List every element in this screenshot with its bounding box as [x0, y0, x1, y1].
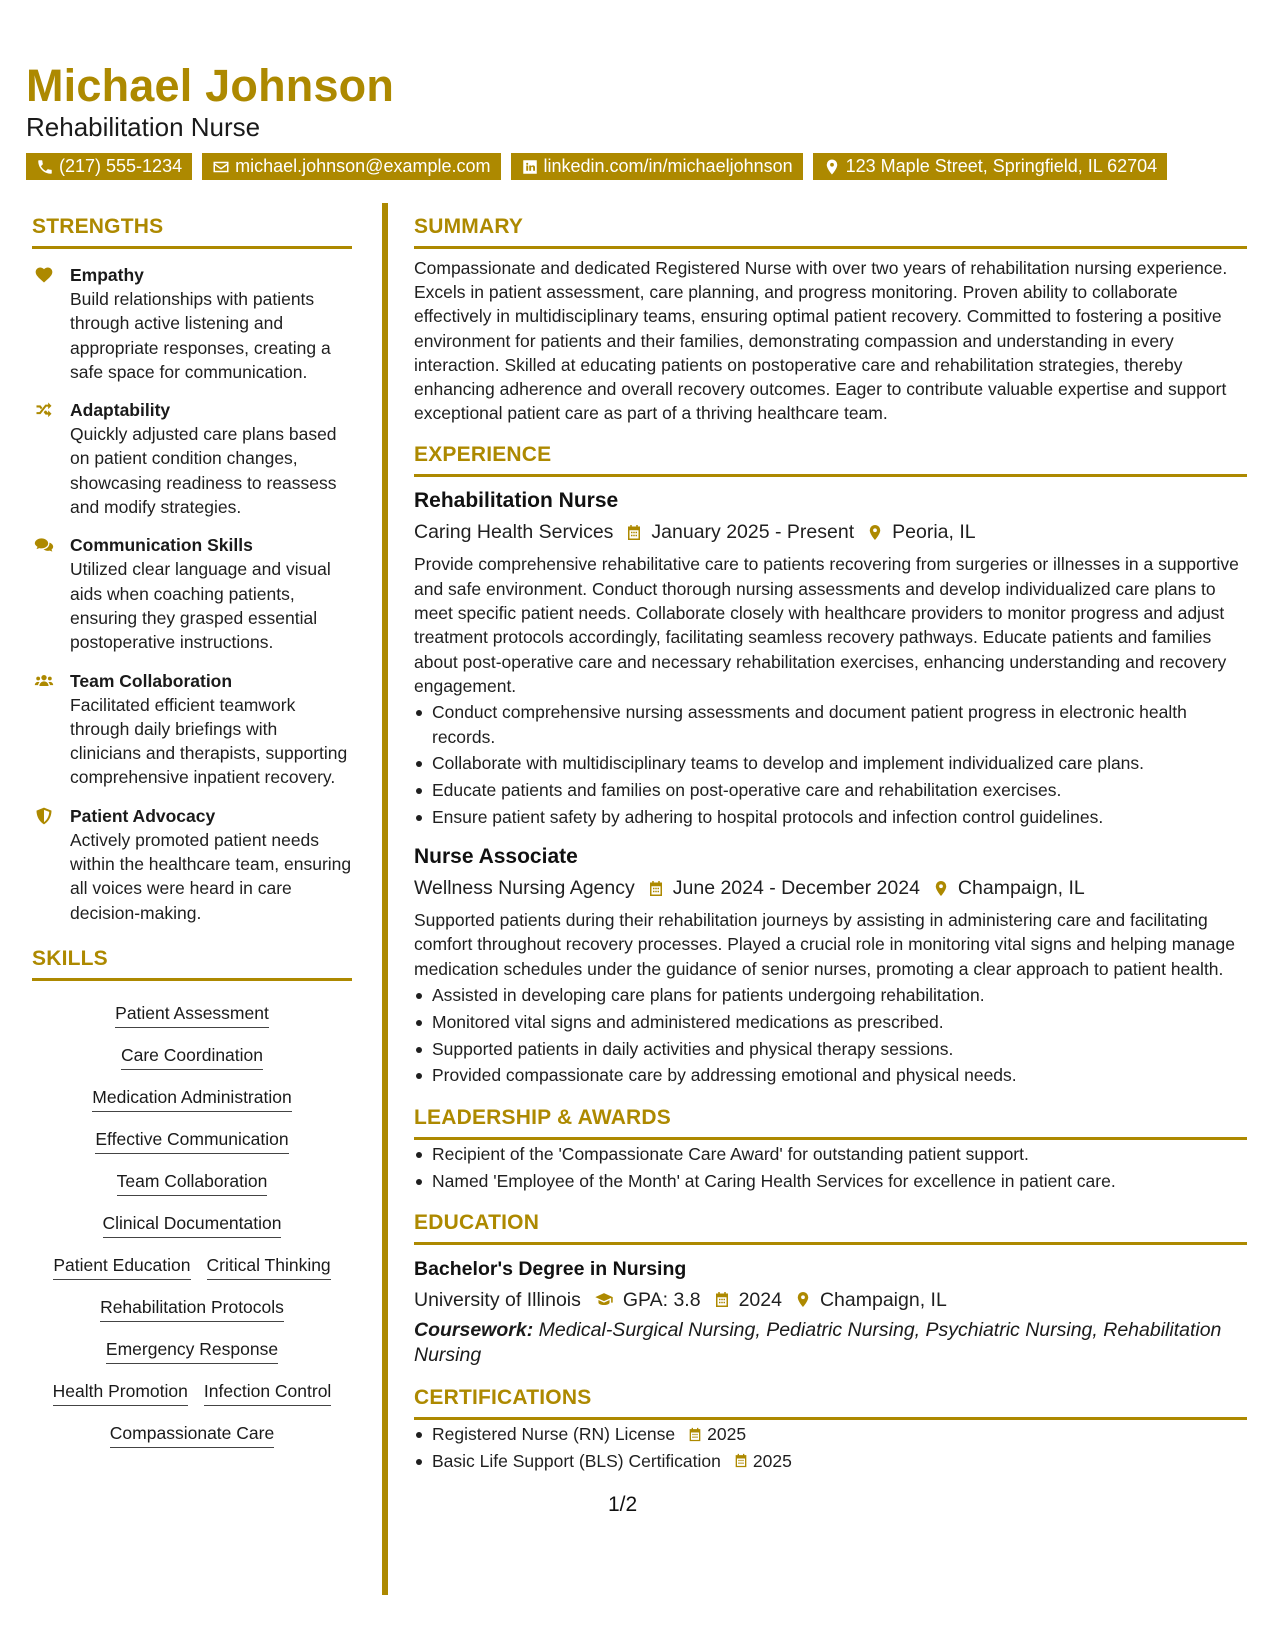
calendar-icon [647, 879, 665, 898]
strength-name: Communication Skills [70, 535, 253, 556]
experience-section [414, 443, 1247, 1087]
awards-heading: LEADERSHIP & AWARDS [414, 1106, 1247, 1140]
contact-bar [26, 153, 1167, 180]
education-gpa: GPA: 3.8 [622, 1288, 701, 1311]
job-role: Rehabilitation Nurse [414, 489, 619, 513]
strength-desc: Actively promoted patient needs within the healthcare team, ensuring all voices were heard in care decision-making. [70, 829, 352, 923]
skills-section [32, 947, 352, 1448]
skill-tag: Patient Education [53, 1253, 190, 1280]
strength-desc: Utilized clear language and visual aids when coaching patients, ensuring they grasped essential postoperative instructions. [70, 559, 331, 653]
candidate-name: Michael Johnson [26, 60, 395, 111]
map-pin-icon [823, 158, 841, 176]
strength-name: Team Collaboration [70, 670, 233, 691]
job-location: Peoria, IL [892, 521, 976, 544]
strength-item [32, 669, 352, 790]
shield-icon [34, 806, 54, 826]
skill-tag: Care Coordination [121, 1043, 263, 1070]
calendar-icon [733, 1452, 749, 1469]
skill-tag: Patient Assessment [115, 1001, 269, 1028]
left-column [32, 215, 352, 1448]
list-item: Educate patients and families on post-operative care and rehabilitation exercises. [414, 778, 1247, 802]
strength-desc: Build relationships with patients through active listening and appropriate responses, creating a safe space for communication. [70, 289, 331, 382]
right-column [414, 215, 1247, 1475]
job-entry [414, 487, 1247, 829]
strength-item [32, 398, 352, 519]
education-location: Champaign, IL [819, 1288, 947, 1311]
education-heading: EDUCATION [414, 1211, 1247, 1245]
list-item: Assisted in developing care plans for patients undergoing rehabilitation. [414, 983, 1247, 1007]
envelope-icon [212, 158, 230, 176]
skill-tag: Health Promotion [53, 1379, 188, 1406]
strength-desc: Facilitated efficient teamwork through daily briefings with clinicians and therapists, supporting comprehensive inpatient recovery. [70, 694, 348, 788]
experience-heading: EXPERIENCE [414, 443, 1247, 477]
job-meta [414, 873, 1247, 903]
job-company: Wellness Nursing Agency [414, 877, 635, 900]
summary-text: Compassionate and dedicated Registered Nurse with over two years of rehabilitation nursing experience. Excels in patient assessment, care planning, and progress monitoring. Proven ability to collaborate effectively in multidisciplinary teams, ensuring optimal patient recovery. Committed to fostering a positive environment for patients and their families, demonstrating compassion and understanding in every interaction. Skilled at educating patients on postoperative care and rehabilitation strategies, thereby enhancing adherence and overall recovery outcomes. Eager to contribute valuable expertise and support exceptional patient care as part of a thriving healthcare team. [414, 258, 1228, 424]
strength-item [32, 533, 352, 654]
users-icon [34, 671, 54, 691]
list-item: Ensure patient safety by adhering to hospital protocols and infection control guidelines. [414, 805, 1247, 829]
education-meta [414, 1285, 1247, 1315]
list-item: Named 'Employee of the Month' at Caring Health Services for excellence in patient care. [414, 1169, 1247, 1193]
strength-desc: Quickly adjusted care plans based on patient condition changes, showcasing readiness to reassess and modify strategies. [70, 424, 337, 518]
map-pin-icon [932, 879, 950, 898]
awards-list [414, 1142, 1247, 1193]
certifications-heading: CERTIFICATIONS [414, 1386, 1247, 1420]
contact-linkedin[interactable]: linkedin.com/in/michaeljohnson [511, 153, 803, 180]
skills-heading: SKILLS [32, 947, 352, 981]
skill-tag: Clinical Documentation [103, 1211, 282, 1238]
skill-tag: Compassionate Care [110, 1421, 274, 1448]
calendar-icon [687, 1426, 703, 1443]
education-section [414, 1211, 1247, 1368]
skill-tag: Infection Control [204, 1379, 331, 1406]
certification-name: Registered Nurse (RN) License [432, 1423, 676, 1444]
shuffle-icon [34, 400, 54, 420]
skill-tag: Rehabilitation Protocols [100, 1295, 284, 1322]
contact-email[interactable]: michael.johnson@example.com [202, 153, 500, 180]
linkedin-icon [521, 158, 539, 176]
map-pin-icon [794, 1290, 812, 1309]
skills-list [32, 987, 352, 1448]
list-item [414, 1449, 1247, 1473]
education-year: 2024 [738, 1288, 782, 1311]
skill-tag: Team Collaboration [117, 1169, 268, 1196]
job-bullets [414, 700, 1247, 829]
strength-name: Patient Advocacy [70, 805, 216, 826]
skill-tag: Emergency Response [106, 1337, 278, 1364]
list-item: Collaborate with multidisciplinary teams to develop and implement individualized care plans. [414, 751, 1247, 775]
heart-icon [34, 265, 54, 285]
contact-phone[interactable]: (217) 555-1234 [26, 153, 192, 180]
strength-item [32, 263, 352, 384]
strengths-heading: STRENGTHS [32, 215, 352, 249]
job-company: Caring Health Services [414, 521, 614, 544]
job-dates: January 2025 - Present [651, 521, 855, 544]
job-bullets [414, 983, 1247, 1088]
certification-name: Basic Life Support (BLS) Certification [432, 1450, 721, 1471]
coursework-list: Medical-Surgical Nursing, Pediatric Nursing, Psychiatric Nursing, Rehabilitation Nursing [414, 1318, 1222, 1366]
job-dates: June 2024 - December 2024 [672, 877, 920, 900]
chat-bubbles-icon [34, 535, 54, 555]
map-pin-icon [866, 523, 884, 542]
job-description: Provide comprehensive rehabilitative care to patients recovering from surgeries or illnesses in a supportive and safe environment. Conduct thorough nursing assessments and develop individualized care plans to meet specific patient needs. Collaborate closely with healthcare providers to monitor progress and adjust treatment protocols accordingly, facilitating seamless recovery pathways. Educate patients and families about post-operative care and necessary rehabilitation exercises, enhancing understanding and recovery engagement. [414, 554, 1239, 696]
list-item: Provided compassionate care by addressing emotional and physical needs. [414, 1063, 1247, 1087]
awards-section [414, 1106, 1247, 1193]
skill-tag: Effective Communication [95, 1127, 288, 1154]
list-item: Recipient of the 'Compassionate Care Award' for outstanding patient support. [414, 1142, 1247, 1166]
list-item: Conduct comprehensive nursing assessments and document patient progress in electronic health records. [414, 700, 1247, 749]
education-degree: Bachelor's Degree in Nursing [414, 1257, 687, 1280]
certification-year: 2025 [752, 1450, 792, 1471]
contact-address[interactable]: 123 Maple Street, Springfield, IL 62704 [813, 153, 1168, 180]
coursework-label: Coursework: [414, 1318, 534, 1341]
graduation-cap-icon [593, 1290, 615, 1309]
job-description: Supported patients during their rehabilitation journeys by assisting in administering care and facilitating comfort throughout recovery processes. Played a crucial role in monitoring vital signs and helping manage medication schedules under the guidance of senior nurses, promoting a clear approach to patient health. [414, 910, 1235, 979]
coursework [414, 1318, 1247, 1368]
summary-heading: SUMMARY [414, 215, 1247, 249]
list-item [414, 1422, 1247, 1446]
job-meta [414, 517, 1247, 547]
skill-tag: Critical Thinking [207, 1253, 331, 1280]
candidate-title: Rehabilitation Nurse [26, 112, 261, 142]
certification-year: 2025 [707, 1423, 747, 1444]
strength-name: Empathy [70, 265, 144, 285]
education-school: University of Illinois [414, 1288, 581, 1311]
job-role: Nurse Associate [414, 845, 578, 869]
page-number: 1/2 [608, 1493, 638, 1516]
column-divider [382, 203, 388, 1595]
strength-name: Adaptability [70, 400, 171, 421]
strength-item [32, 804, 352, 925]
list-item: Monitored vital signs and administered medications as prescribed. [414, 1010, 1247, 1034]
calendar-icon [625, 523, 643, 542]
job-location: Champaign, IL [957, 877, 1085, 900]
calendar-icon [713, 1290, 731, 1309]
certifications-list [414, 1422, 1247, 1473]
job-entry [414, 843, 1247, 1088]
phone-icon [36, 158, 54, 176]
certifications-section [414, 1386, 1247, 1473]
skill-tag: Medication Administration [92, 1085, 291, 1112]
list-item: Supported patients in daily activities and physical therapy sessions. [414, 1037, 1247, 1061]
